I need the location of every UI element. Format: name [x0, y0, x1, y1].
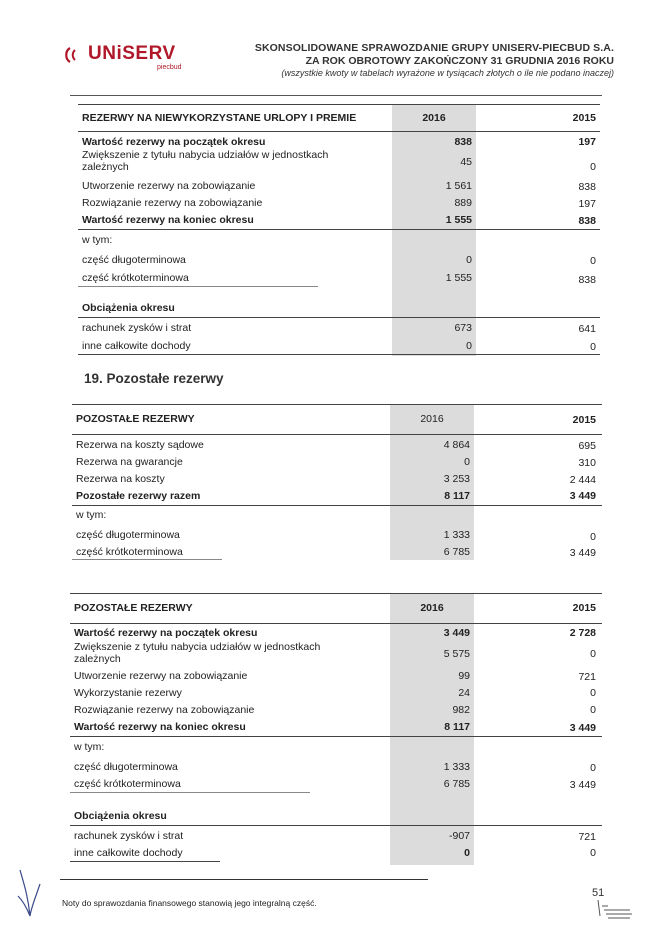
- table-header-row: [78, 109, 600, 127]
- logo-subtext: piecbud: [157, 64, 182, 71]
- table-row: [70, 828, 602, 844]
- table-header-row: [72, 410, 602, 428]
- value-2015: 0: [590, 687, 596, 699]
- value-2015: 0: [590, 255, 596, 267]
- table-row: [72, 454, 602, 470]
- header-divider: [70, 95, 602, 96]
- header-rule: [70, 623, 602, 624]
- row-label-line2: zależnych: [74, 653, 121, 665]
- row-label: w tym:: [74, 741, 105, 753]
- table-row: [78, 212, 600, 228]
- value-2016: 0: [466, 340, 472, 352]
- col-header-2015: 2015: [572, 112, 596, 124]
- table-row: [70, 776, 602, 792]
- table-pozostale-rezerwy-2: [70, 593, 604, 865]
- table-row: [78, 195, 600, 211]
- row-label: Rezerwa na koszty sądowe: [76, 439, 204, 451]
- value-2016: 8 117: [444, 490, 470, 502]
- section-title: 19. Pozostałe rezerwy: [84, 371, 224, 386]
- row-label: część krótkoterminowa: [82, 272, 189, 284]
- row-rule: [78, 286, 318, 287]
- value-2016: 838: [454, 135, 472, 148]
- value-2016: 1 333: [443, 761, 470, 773]
- row-label: w tym:: [82, 234, 113, 246]
- row-label: Wartość rezerwy na początek okresu: [82, 135, 266, 148]
- value-2016: 889: [454, 197, 472, 209]
- table-row: [78, 252, 600, 268]
- value-2016: 6 785: [443, 778, 470, 790]
- value-2016: 1 555: [445, 214, 472, 226]
- row-label: Wartość rezerwy na koniec okresu: [82, 214, 254, 226]
- page-number: 51: [592, 887, 605, 899]
- table-row: [72, 437, 602, 453]
- table-row: [78, 232, 600, 248]
- value-2015: 3 449: [569, 490, 596, 502]
- table-row: [78, 178, 600, 194]
- table-top-rule: [70, 593, 602, 594]
- row-label: Wartość rezerwy na koniec okresu: [74, 721, 246, 733]
- table-header-row: [70, 599, 602, 617]
- row-label: inne całkowite dochody: [74, 847, 183, 859]
- value-2015: 0: [590, 847, 596, 859]
- col-header-2016: 2016: [422, 112, 446, 124]
- value-2016: 5 575: [443, 648, 470, 660]
- value-2016: 982: [452, 704, 470, 716]
- row-label: w tym:: [76, 509, 107, 521]
- table-row: [72, 471, 602, 487]
- logo-mark-icon: [64, 46, 86, 64]
- value-2016: 3 449: [443, 627, 470, 639]
- value-2016: 6 785: [443, 546, 470, 558]
- value-2016: 4 864: [443, 439, 470, 451]
- row-label: Rezerwa na koszty: [76, 473, 165, 485]
- value-2015: 2 444: [569, 474, 596, 486]
- row-rule: [72, 505, 602, 506]
- row-label: Utworzenie rezerwy na zobowiązanie: [82, 180, 256, 192]
- logo-text: UNiSERV: [88, 43, 176, 64]
- table-row: [70, 685, 602, 701]
- table-row: [70, 845, 602, 861]
- row-label: inne całkowite dochody: [82, 340, 191, 352]
- value-2016: 99: [458, 670, 470, 682]
- header-title-line2: ZA ROK OBROTOWY ZAKOŃCZONY 31 GRUDNIA 2016 ROKU: [305, 55, 614, 67]
- value-2015: 838: [578, 215, 596, 227]
- value-2016: 8 117: [444, 721, 470, 733]
- company-logo: [62, 42, 202, 76]
- row-label: Utworzenie rezerwy na zobowiązanie: [74, 670, 248, 682]
- table-title: POZOSTAŁE REZERWY: [74, 602, 193, 614]
- table-bottom-rule: [70, 861, 220, 862]
- value-2015: 641: [578, 323, 596, 335]
- table-top-rule: [78, 104, 600, 105]
- table-row: [70, 759, 602, 775]
- value-2016: 0: [466, 254, 472, 266]
- value-2016: 24: [458, 687, 470, 699]
- value-2015: 3 449: [569, 722, 596, 734]
- row-rule: [78, 229, 600, 230]
- table-row: [78, 300, 600, 316]
- value-2015: 197: [578, 135, 596, 148]
- row-rule: [72, 559, 222, 560]
- value-2016: 1 561: [445, 180, 472, 192]
- value-2015: 838: [578, 274, 596, 286]
- value-2015: 0: [590, 531, 596, 543]
- row-label-line1: Zwiększenie z tytułu nabycia udziałów w jednostkach: [74, 641, 321, 653]
- header-note: (wszystkie kwoty w tabelach wyrażone w tysiącach złotych o ile nie podano inaczej): [281, 68, 614, 78]
- table-row: [70, 625, 602, 641]
- table-row: [72, 507, 602, 523]
- table-row: [72, 488, 602, 504]
- value-2016: 673: [454, 322, 472, 334]
- value-2015: 721: [578, 831, 596, 843]
- table-row: [72, 527, 602, 543]
- value-2015: 0: [590, 341, 596, 353]
- value-2016: 3 253: [443, 473, 470, 485]
- row-label: [74, 641, 320, 665]
- row-label: część długoterminowa: [82, 254, 186, 266]
- row-label-line1: Zwiększenie z tytułu nabycia udziałów w jednostkach: [82, 149, 329, 161]
- table-row: [70, 702, 602, 718]
- table-urlopy-premie: [78, 104, 604, 356]
- row-label: część krótkoterminowa: [74, 778, 181, 790]
- value-2016: 0: [464, 847, 470, 859]
- stamp-mark-icon: [594, 896, 634, 920]
- col-header-2015: 2015: [572, 602, 596, 614]
- row-label: Wykorzystanie rezerwy: [74, 687, 182, 699]
- row-label: Pozostałe rezerwy razem: [76, 490, 201, 502]
- col-header-2015: 2015: [572, 414, 596, 426]
- value-2016: -907: [448, 830, 470, 842]
- table-row: [78, 270, 600, 286]
- row-label: Obciążenia okresu: [82, 302, 175, 314]
- row-label: Wartość rezerwy na początek okresu: [74, 627, 258, 639]
- value-2015: 838: [578, 181, 596, 193]
- value-2015: 0: [590, 704, 596, 716]
- row-label: rachunek zysków i strat: [82, 322, 192, 334]
- row-label: Rozwiązanie rezerwy na zobowiązanie: [82, 197, 263, 209]
- value-2015: 721: [578, 671, 596, 683]
- value-2016: 0: [464, 456, 470, 468]
- value-2016: 1 333: [443, 529, 470, 541]
- col-header-2016: 2016: [420, 602, 444, 614]
- table-title: REZERWY NA NIEWYKORZYSTANE URLOPY I PREMIE: [82, 112, 357, 124]
- value-2015: 3 449: [569, 547, 596, 559]
- table-row: [70, 719, 602, 735]
- col-header-2016: 2016: [420, 413, 444, 425]
- table-pozostale-rezerwy-1: [72, 404, 604, 560]
- table-row: [70, 739, 602, 755]
- value-2015: 197: [578, 198, 596, 210]
- row-label: Rozwiązanie rezerwy na zobowiązanie: [74, 704, 255, 716]
- table-row: [70, 808, 602, 824]
- value-2015: 0: [590, 161, 596, 173]
- table-row: [78, 134, 600, 149]
- row-label: część krótkoterminowa: [76, 546, 183, 558]
- table-row: [78, 320, 600, 336]
- row-label: rachunek zysków i strat: [74, 830, 184, 842]
- table-top-rule: [72, 404, 602, 405]
- row-rule: [70, 792, 310, 793]
- header-title-line1: SKONSOLIDOWANE SPRAWOZDANIE GRUPY UNISERV-PIECBUD S.A.: [254, 42, 614, 54]
- value-2016: 45: [460, 156, 472, 168]
- table-row: [78, 338, 600, 354]
- value-2015: 2 728: [569, 627, 596, 639]
- row-rule: [70, 825, 602, 826]
- row-label: Obciążenia okresu: [74, 810, 167, 822]
- footer-note: Noty do sprawozdania finansowego stanowią jego integralną część.: [62, 898, 317, 908]
- row-label-line2: zależnych: [82, 161, 129, 173]
- row-label: część długoterminowa: [76, 529, 180, 541]
- header-rule: [72, 434, 602, 435]
- value-2015: 695: [578, 440, 596, 452]
- row-label: Rezerwa na gwarancje: [76, 456, 183, 468]
- table-bottom-rule: [78, 354, 600, 355]
- row-label: część długoterminowa: [74, 761, 178, 773]
- table-title: POZOSTAŁE REZERWY: [76, 413, 195, 425]
- header-rule: [78, 131, 600, 132]
- document-header: [255, 42, 614, 78]
- value-2015: 0: [590, 648, 596, 660]
- row-rule: [78, 317, 600, 318]
- table-row: [70, 668, 602, 684]
- footer-divider: [60, 879, 428, 880]
- row-rule: [70, 736, 602, 737]
- table-row: [78, 149, 600, 175]
- value-2015: 310: [578, 457, 596, 469]
- value-2016: 1 555: [445, 272, 472, 284]
- value-2015: 3 449: [569, 779, 596, 791]
- table-row: [70, 641, 602, 667]
- handwritten-signature: [14, 866, 46, 924]
- table-row: [72, 544, 602, 560]
- row-label: [82, 149, 328, 173]
- value-2015: 0: [590, 762, 596, 774]
